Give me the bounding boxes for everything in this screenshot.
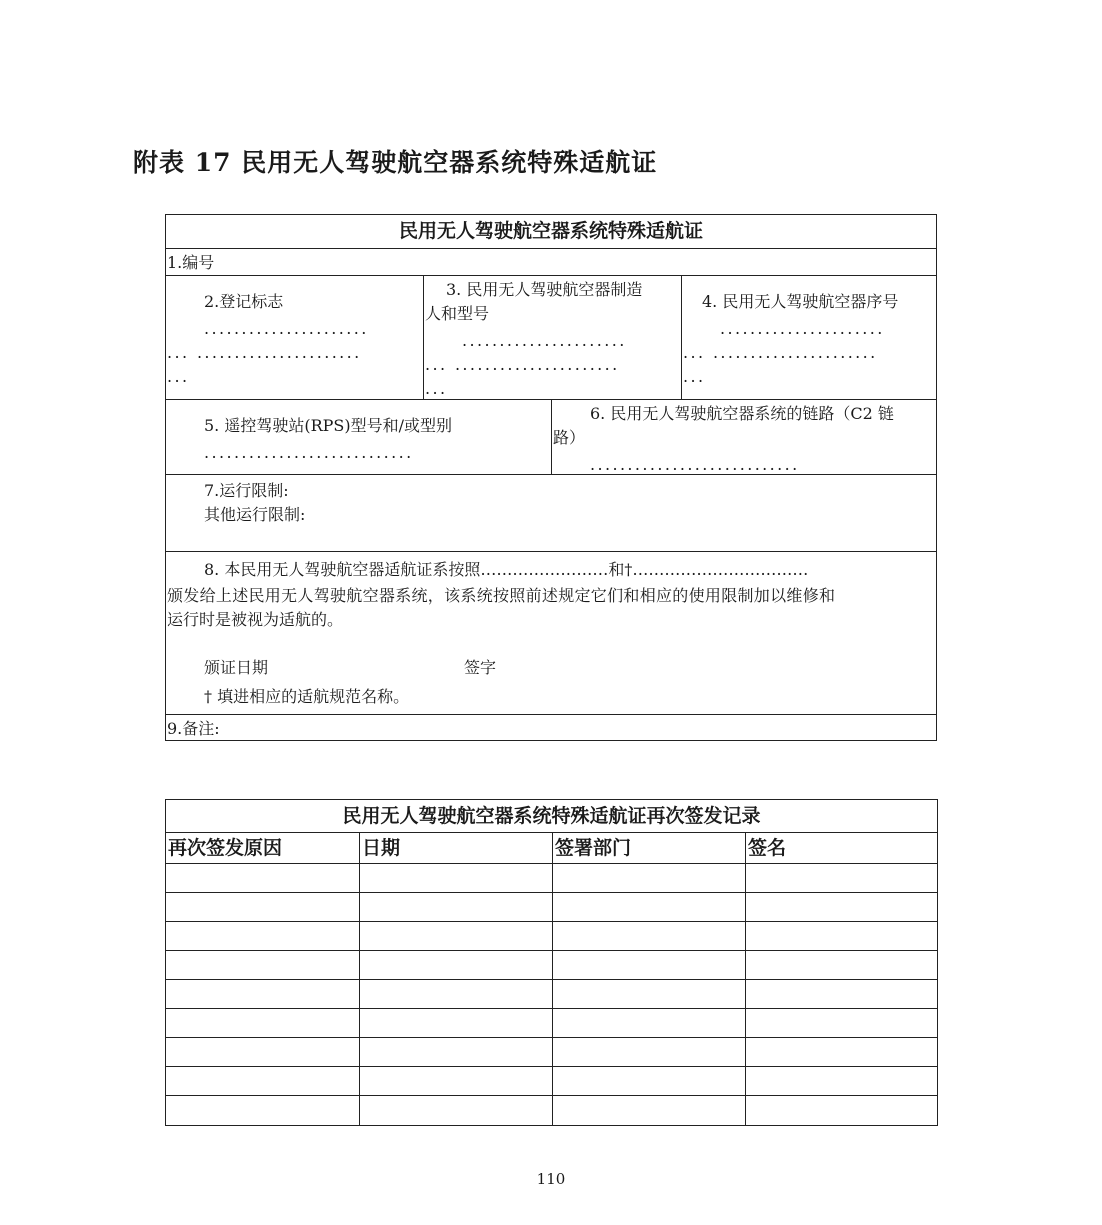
registration-mark-dots-2: ... ...................... [167, 343, 362, 362]
reissue-grid [166, 833, 937, 1125]
reissue-table-cell [359, 864, 552, 892]
reissue-table-cell [166, 1038, 359, 1066]
reissue-table-row [166, 1009, 937, 1038]
registration-mark-dots: ...................... [204, 319, 369, 338]
manufacturer-model-dots: ...................... [462, 331, 627, 350]
page-number: 110 [536, 1170, 566, 1188]
operating-limits-label: 7.运行限制: [204, 481, 289, 500]
reissue-table-cell [552, 951, 745, 979]
reissue-record-title: 民用无人驾驶航空器系统特殊适航证再次签发记录 [166, 800, 937, 833]
serial-number-dots-3: ... [683, 367, 706, 386]
reissue-table-cell [552, 1009, 745, 1037]
declaration-line-1: 8. 本民用无人驾驶航空器适航证系按照……………………和†…………………………… [204, 560, 809, 579]
reissue-table-cell [359, 980, 552, 1008]
reissue-table-row [166, 1038, 937, 1067]
reissue-table-cell [359, 1038, 552, 1066]
registration-row [166, 276, 936, 400]
serial-number-cell [681, 276, 936, 399]
page-heading: 附表 17 民用无人驾驶航空器系统特殊适航证 [133, 148, 658, 177]
reissue-table-row [166, 893, 937, 922]
serial-number-dots-2: ... ...................... [683, 343, 878, 362]
reissue-table-cell [166, 1009, 359, 1037]
manufacturer-model-cell [423, 276, 681, 399]
remarks-label: 9.备注: [167, 719, 220, 738]
station-link-row [166, 400, 936, 475]
rps-model-cell [166, 400, 551, 474]
reissue-table-row [166, 980, 937, 1009]
reissue-table-row [166, 922, 937, 951]
c2-link-dots: ............................ [590, 455, 800, 474]
reissue-table-row [166, 951, 937, 980]
c2-link-label: 6. 民用无人驾驶航空器系统的链路（C2 链 [590, 404, 894, 423]
certificate-form [165, 214, 937, 741]
reissue-header-cell: 签署部门 [552, 833, 745, 863]
reissue-table-cell [359, 922, 552, 950]
reissue-table-cell [552, 1096, 745, 1125]
manufacturer-model-dots-2: ... ...................... [425, 355, 620, 374]
reissue-header-cell: 签名 [745, 833, 937, 863]
field-number-row [166, 249, 936, 276]
declaration-line-3: 运行时是被视为适航的。 [167, 610, 344, 629]
reissue-table-cell [552, 1067, 745, 1095]
field-number-label: 1.编号 [167, 253, 215, 272]
reissue-table-cell [745, 1009, 937, 1037]
reissue-table-cell [359, 1096, 552, 1125]
manufacturer-model-label-2: 人和型号 [425, 304, 490, 323]
reissue-table-cell [552, 922, 745, 950]
reissue-table-cell [552, 864, 745, 892]
other-limits-label: 其他运行限制: [204, 505, 306, 524]
reissue-table-cell [166, 980, 359, 1008]
certificate-title-row [166, 215, 936, 249]
operating-limits-row [166, 475, 936, 552]
reissue-table-cell [745, 951, 937, 979]
reissue-table-cell [166, 951, 359, 979]
rps-model-dots: ............................ [204, 443, 414, 462]
reissue-table-cell [552, 1038, 745, 1066]
reissue-table-cell [166, 864, 359, 892]
c2-link-cell [551, 400, 936, 474]
reissue-table-row [166, 864, 937, 893]
reissue-header-row [166, 833, 937, 864]
reissue-table-cell [359, 1009, 552, 1037]
reissue-table-cell [745, 893, 937, 921]
reissue-table-cell [166, 1096, 359, 1125]
reissue-table-cell [745, 1096, 937, 1125]
manufacturer-model-dots-3: ... [425, 379, 448, 398]
reissue-table-cell [552, 980, 745, 1008]
reissue-table-row [166, 1067, 937, 1096]
serial-number-label: 4. 民用无人驾驶航空器序号 [702, 292, 899, 311]
reissue-header-cell: 日期 [359, 833, 552, 863]
reissue-table-cell [745, 980, 937, 1008]
registration-mark-label: 2.登记标志 [204, 292, 284, 311]
reissue-table-row [166, 1096, 937, 1125]
reissue-table-cell [745, 864, 937, 892]
reissue-record-table [165, 799, 938, 1126]
reissue-table-cell [166, 922, 359, 950]
reissue-table-cell [745, 922, 937, 950]
certificate-title: 民用无人驾驶航空器系统特殊适航证 [398, 220, 703, 242]
registration-mark-dots-3: ... [167, 367, 190, 386]
signature-label: 签字 [464, 658, 497, 677]
serial-number-dots: ...................... [720, 319, 885, 338]
remarks-row [166, 715, 936, 742]
issue-date-label: 颁证日期 [204, 658, 269, 677]
reissue-table-cell [166, 1067, 359, 1095]
footnote: † 填进相应的适航规范名称。 [204, 687, 410, 706]
reissue-table-cell [745, 1038, 937, 1066]
reissue-table-cell [359, 951, 552, 979]
reissue-table-cell [166, 893, 359, 921]
c2-link-label-2: 路） [553, 428, 586, 447]
reissue-header-cell: 再次签发原因 [168, 837, 283, 859]
declaration-row [166, 552, 936, 715]
reissue-table-cell [745, 1067, 937, 1095]
registration-mark-cell [166, 276, 423, 399]
reissue-table-cell [359, 1067, 552, 1095]
manufacturer-model-label: 3. 民用无人驾驶航空器制造 [446, 280, 643, 299]
rps-model-label: 5. 遥控驾驶站(RPS)型号和/或型别 [204, 416, 453, 435]
reissue-table-cell [359, 893, 552, 921]
reissue-table-cell [552, 893, 745, 921]
declaration-line-2: 颁发给上述民用无人驾驶航空器系统，该系统按照前述规定它们和相应的使用限制加以维修和 [167, 586, 836, 605]
